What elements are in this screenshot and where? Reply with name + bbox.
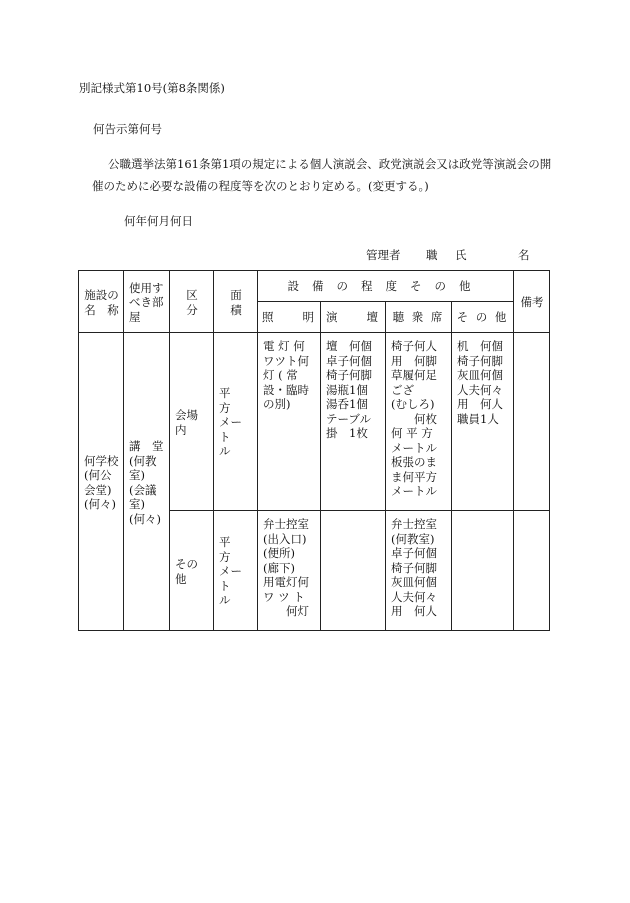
header-other: [452, 302, 514, 333]
other-cell: [452, 333, 514, 511]
body-text-line-1: 公職選挙法第161条第1項の規定による個人演説会、政党演説会又は政党等演説会の開: [108, 157, 552, 171]
podium-cell: [321, 511, 386, 631]
header-facility-name-text: 施設の 名 称: [84, 288, 119, 317]
admin-title-char: 職: [426, 248, 438, 262]
form-number: 別記様式第10号(第8条関係): [79, 81, 225, 95]
facility-name-cell: [79, 333, 124, 631]
lighting-cell: [258, 511, 321, 631]
header-podium: [321, 302, 386, 333]
facility-name-text: 何学校 (何公 会堂) (何々): [84, 453, 119, 511]
remarks-cell: [514, 333, 550, 511]
header-lighting: [258, 302, 321, 333]
header-section-text: 区 分: [186, 288, 210, 317]
seats-text: 椅子何人 用 何脚 草履何足 ござ (むしろ) 何枚 何 平 方 メートル 板張のま ま何平方 メートル: [391, 339, 437, 498]
lighting-cell: [258, 333, 321, 511]
area-cell: [214, 511, 258, 631]
header-remarks-text: 備考: [520, 295, 544, 310]
admin-name-char: 名: [518, 248, 530, 262]
room-cell: [124, 333, 170, 631]
date-line: 何年何月何日: [124, 214, 193, 228]
header-other-text: そ の 他: [456, 309, 509, 324]
area-text: 平 方 メート ル: [219, 535, 242, 608]
remarks-text: [514, 511, 549, 521]
section-cell: [170, 333, 214, 511]
notice-number: 何告示第何号: [93, 122, 162, 136]
equipment-table: [78, 270, 550, 631]
header-facility-name: [79, 271, 124, 333]
podium-text: [321, 511, 385, 521]
area-cell: [214, 333, 258, 511]
header-equipment-text: 設備の程度その他: [287, 278, 484, 293]
remarks-text: [514, 333, 549, 343]
podium-text: 壇 何個 卓子何個 椅子何脚 湯瓶1個 湯呑1個 テーブル 掛 1枚: [326, 339, 372, 440]
header-area-text: 面 積: [230, 288, 254, 317]
header-room: [124, 271, 170, 333]
other-cell: [452, 511, 514, 631]
header-remarks: [514, 271, 550, 333]
table-row: [79, 333, 550, 511]
header-equipment: [258, 271, 514, 302]
lighting-text: 弁士控室 (出入口) (便所) (廊下) 用電灯何 ワ ツ ト 何灯: [263, 517, 309, 618]
body-text-line-2: 催のために必要な設備の程度等を次のとおり定める。(変更する。): [92, 179, 429, 193]
section-text: その他: [175, 557, 198, 586]
other-text: 机 何個 椅子何脚 灰皿何個 人夫何々 用 何人 職員1人: [457, 339, 503, 426]
room-text: 講 堂 (何教 室) (会議 室) (何々): [129, 439, 164, 526]
remarks-cell: [514, 511, 550, 631]
seats-cell: [386, 511, 452, 631]
header-room-text: 使用す べき部 屋: [129, 280, 164, 324]
header-section: [170, 271, 214, 333]
header-seats: [386, 302, 452, 333]
other-text: [452, 511, 513, 521]
header-area: [214, 271, 258, 333]
area-text: 平 方 メート ル: [219, 386, 242, 459]
section-text: 会場内: [175, 408, 198, 437]
lighting-text: 電 灯 何 ワツト何 灯 ( 常 設・臨時 の別): [263, 339, 309, 411]
header-lighting-text: 照 明: [262, 309, 316, 324]
seats-text: 弁士控室 (何教室) 卓子何個 椅子何脚 灰皿何個 人夫何々 用 何人: [391, 517, 437, 618]
podium-cell: [321, 333, 386, 511]
admin-label: 管理者: [366, 248, 401, 262]
header-seats-text: 聴 衆 席: [392, 309, 445, 324]
header-podium-text: 演 壇: [326, 309, 380, 324]
seats-cell: [386, 333, 452, 511]
admin-surname-char: 氏: [455, 248, 467, 262]
section-cell: [170, 511, 214, 631]
